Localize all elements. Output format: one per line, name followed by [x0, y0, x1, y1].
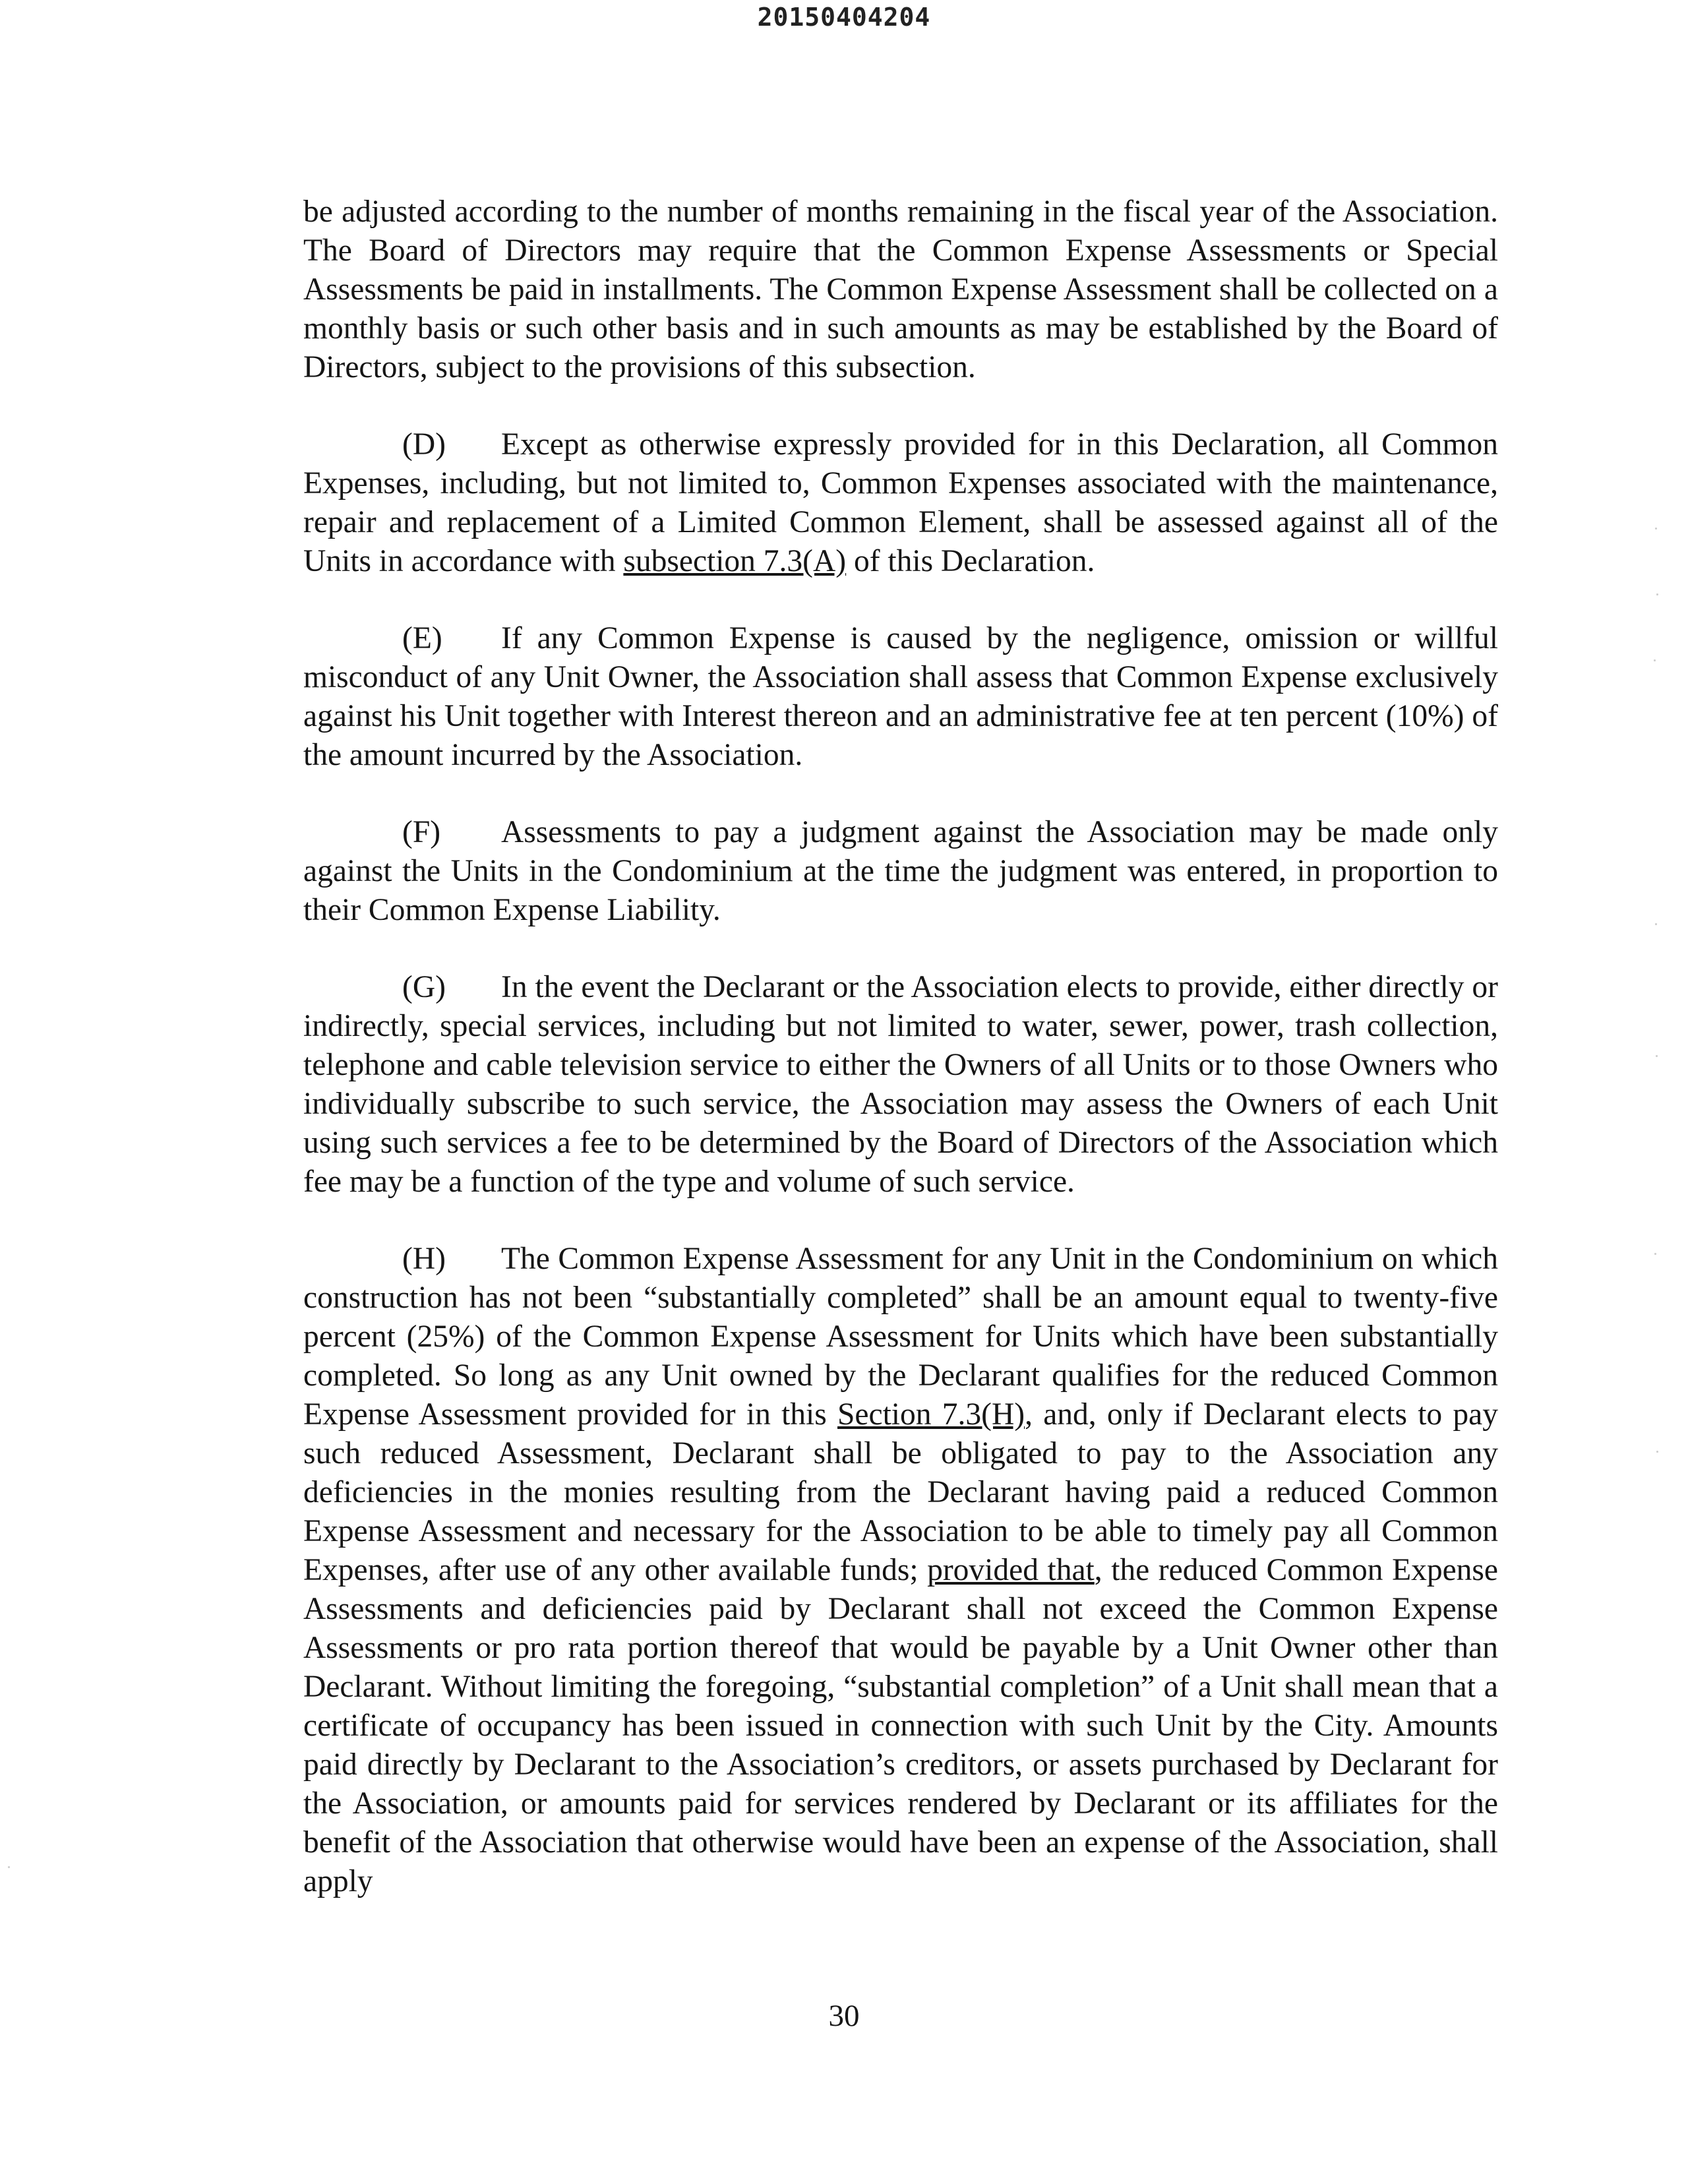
paragraph-text: The Common Expense Assessment for any Unit in the Condominium on which construction has not been “substantially completed” shall be an amount equal to twenty-five percent (25%) of the Common Expense Assessment for Units which have been substantially completed. So long as any Unit owned by the Declarant qualifies for the reduced Common Expense Assessment provided for in this: [303, 1242, 1498, 1432]
scan-speck: [1654, 659, 1656, 661]
paragraph-label: (F): [402, 815, 441, 849]
paragraph-label: (H): [402, 1242, 446, 1276]
paragraph-f: [303, 813, 1498, 930]
emphasis-underline: provided that: [927, 1553, 1095, 1587]
paragraph-label: (D): [402, 427, 446, 462]
section-reference: subsection 7.3(A): [623, 544, 847, 578]
paragraph-g: [303, 968, 1498, 1201]
paragraph-text: be adjusted according to the number of months remaining in the fiscal year of the Association. The Board of Directors may require that the Common Expense Assessments or Special Assessments be paid in installments. The Common Expense Assessment shall be collected on a monthly basis or such other basis and in such amounts as may be established by the Board of Directors, subject to the provisions of this subsection.: [303, 195, 1498, 384]
paragraph-text: of this Declaration.: [846, 544, 1095, 578]
scan-speck: [1654, 1253, 1656, 1255]
section-reference: Section 7.3(H): [837, 1397, 1025, 1432]
paragraph-text: , and, only if Declarant elects to pay such reduced Assessment, Declarant shall be obligated to pay to the Association any deficiencies in the monies resulting from the Declarant having paid a reduced Common Expense Assessment and necessary for the Association to be able to timely pay all Common Expenses, after use of any other available funds;: [303, 1397, 1498, 1587]
paragraph-text: , the reduced Common Expense Assessments and deficiencies paid by Declarant shall not exceed the Common Expense Assessments or pro rata portion thereof that would be payable by a Unit Owner other than Declarant. Without limiting the foregoing, “substantial completion” of a Unit shall mean that a certificate of occupancy has been issued in connection with such Unit by the City. Amounts paid directly by Declarant to the Association’s creditors, or assets purchased by Declarant for the Association, or amounts paid for services rendered by Declarant or its affiliates for the benefit of the Association that otherwise would have been an expense of the Association, shall apply: [303, 1553, 1499, 1898]
paragraph-text: In the event the Declarant or the Association elects to provide, either directly or indirectly, special services, including but not limited to water, sewer, power, trash collection, telephone and cable television service to either the Owners of all Units or to those Owners who individually subscribe to such service, the Association may assess the Owners of each Unit using such services a fee to be determined by the Board of Directors of the Association which fee may be a function of the type and volume of such service.: [303, 970, 1498, 1199]
document-number: 20150404204: [757, 3, 931, 32]
document-body: [303, 193, 1498, 1901]
scan-speck: [1655, 923, 1657, 925]
scan-speck: [1656, 1451, 1658, 1453]
scan-speck: [1656, 593, 1658, 595]
paragraph-label: (E): [402, 621, 442, 655]
page-number: 30: [828, 1999, 860, 2033]
scan-speck: [8, 1866, 10, 1868]
paragraph-text: Except as otherwise expressly provided for in this Declaration, all Common Expenses, including, but not limited to, Common Expenses associated with the maintenance, repair and replacement of a Limited Common Element, shall be assessed against all of the Units in accordance with: [303, 427, 1498, 578]
paragraph-text: Assessments to pay a judgment against the Association may be made only against the Units in the Condominium at the time the judgment was entered, in proportion to their Common Expense Liability.: [303, 815, 1498, 927]
scan-speck: [1656, 1055, 1658, 1057]
paragraph-h: [303, 1240, 1498, 1901]
paragraph-e: [303, 619, 1498, 775]
paragraph-continued: [303, 193, 1498, 387]
paragraph-label: (G): [402, 970, 446, 1004]
paragraph-text: If any Common Expense is caused by the negligence, omission or willful misconduct of any Unit Owner, the Association shall assess that Common Expense exclusively against his Unit together with Interest thereon and an administrative fee at ten percent (10%) of the amount incurred by the Association.: [303, 621, 1498, 772]
paragraph-d: [303, 425, 1498, 581]
scan-speck: [1655, 528, 1657, 530]
